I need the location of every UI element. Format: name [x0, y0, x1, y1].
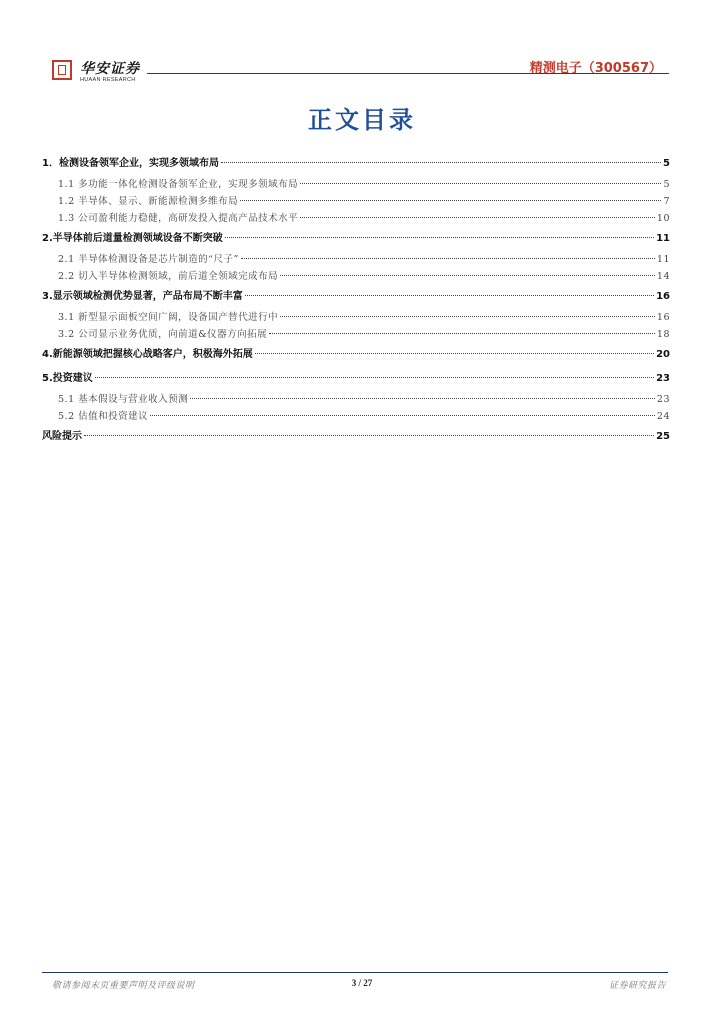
toc-entry-page: 23 — [656, 373, 670, 384]
toc-section-entry[interactable] — [42, 343, 670, 367]
toc-leader-dots — [225, 237, 654, 238]
toc-section-entry[interactable] — [42, 425, 670, 449]
toc-leader-dots — [221, 162, 661, 163]
page-number: 3 / 27 — [351, 978, 373, 988]
toc-subsection-entry[interactable] — [42, 391, 670, 408]
toc-entry-page: 7 — [663, 196, 670, 207]
page-title: 正文目录 — [308, 106, 416, 134]
toc-entry-title: 3.显示领域检测优势显著，产品布局不断丰富 — [42, 291, 243, 302]
footer-report-type: 证券研究报告 — [608, 981, 666, 991]
toc-entry-page: 16 — [656, 312, 670, 323]
toc-entry-page: 5 — [663, 158, 670, 169]
toc-subsection-entry[interactable] — [42, 268, 670, 285]
toc-entry-page: 5 — [663, 179, 670, 190]
toc-entry-page: 10 — [656, 213, 670, 224]
toc-entry-title: 1.3 公司盈利能力稳健，高研发投入提高产品技术水平 — [58, 213, 299, 224]
toc-entry-page: 23 — [656, 394, 670, 405]
toc-entry-page: 16 — [656, 291, 670, 302]
page-header — [52, 58, 668, 88]
toc-leader-dots — [280, 316, 655, 317]
toc-subsection-entry[interactable] — [42, 326, 670, 343]
toc-entry-title: 5.1 基本假设与营业收入预测 — [58, 394, 189, 405]
toc-entry-title: 4.新能源领域把握核心战略客户，积极海外拓展 — [42, 349, 253, 360]
logo-chinese-text: 华安证券 — [80, 61, 140, 77]
toc-entry-page: 11 — [656, 233, 670, 244]
toc-leader-dots — [84, 435, 654, 436]
toc-entry-title: 1．检测设备领军企业，实现多领域布局 — [42, 158, 219, 169]
toc-entry-title: 2.1 半导体检测设备是芯片制造的“尺子” — [58, 254, 239, 265]
toc-subsection-entry[interactable] — [42, 210, 670, 227]
toc-entry-page: 20 — [656, 349, 670, 360]
toc-subsection-entry[interactable] — [42, 176, 670, 193]
toc-leader-dots — [269, 333, 655, 334]
toc-leader-dots — [255, 353, 654, 354]
toc-entry-page: 18 — [656, 329, 670, 340]
table-of-contents — [42, 152, 670, 449]
toc-subsection-entry[interactable] — [42, 251, 670, 268]
toc-leader-dots — [300, 183, 661, 184]
toc-leader-dots — [190, 398, 655, 399]
toc-entry-title: 1.2 半导体、显示、新能源检测多维布局 — [58, 196, 239, 207]
toc-leader-dots — [280, 275, 655, 276]
toc-leader-dots — [95, 377, 654, 378]
toc-entry-title: 2.2 切入半导体检测领域，前后道全领域完成布局 — [58, 271, 279, 282]
toc-entry-title: 5.2 估值和投资建议 — [58, 411, 149, 422]
toc-entry-title: 风险提示 — [42, 431, 82, 442]
toc-subsection-entry[interactable] — [42, 193, 670, 210]
toc-section-entry[interactable] — [42, 152, 670, 176]
toc-entry-title: 3.2 公司显示业务优质，向前道&仪器方向拓展 — [58, 329, 268, 340]
footer-divider — [42, 972, 668, 973]
toc-section-entry[interactable] — [42, 285, 670, 309]
toc-entry-title: 2.半导体前后道量检测领域设备不断突破 — [42, 233, 223, 244]
toc-entry-title: 5.投资建议 — [42, 373, 93, 384]
logo-english-text: HUAAN RESEARCH — [80, 77, 136, 83]
toc-leader-dots — [245, 295, 654, 296]
toc-entry-page: 11 — [656, 254, 670, 265]
toc-entry-title: 3.1 新型显示面板空间广阔，设备国产替代进行中 — [58, 312, 279, 323]
toc-entry-title: 1.1 多功能一体化检测设备领军企业，实现多领域布局 — [58, 179, 299, 190]
toc-subsection-entry[interactable] — [42, 309, 670, 326]
toc-section-entry[interactable] — [42, 227, 670, 251]
toc-entry-page: 25 — [656, 431, 670, 442]
huaan-logo-icon — [52, 60, 72, 80]
toc-subsection-entry[interactable] — [42, 408, 670, 425]
company-name: 精测电子（300567） — [529, 61, 662, 76]
toc-leader-dots — [241, 258, 655, 259]
toc-leader-dots — [150, 415, 655, 416]
toc-leader-dots — [240, 200, 661, 201]
toc-entry-page: 24 — [656, 411, 670, 422]
footer-disclaimer: 敬请参阅末页重要声明及评级说明 — [52, 981, 195, 991]
toc-leader-dots — [300, 217, 655, 218]
toc-section-entry[interactable] — [42, 367, 670, 391]
toc-entry-page: 14 — [656, 271, 670, 282]
